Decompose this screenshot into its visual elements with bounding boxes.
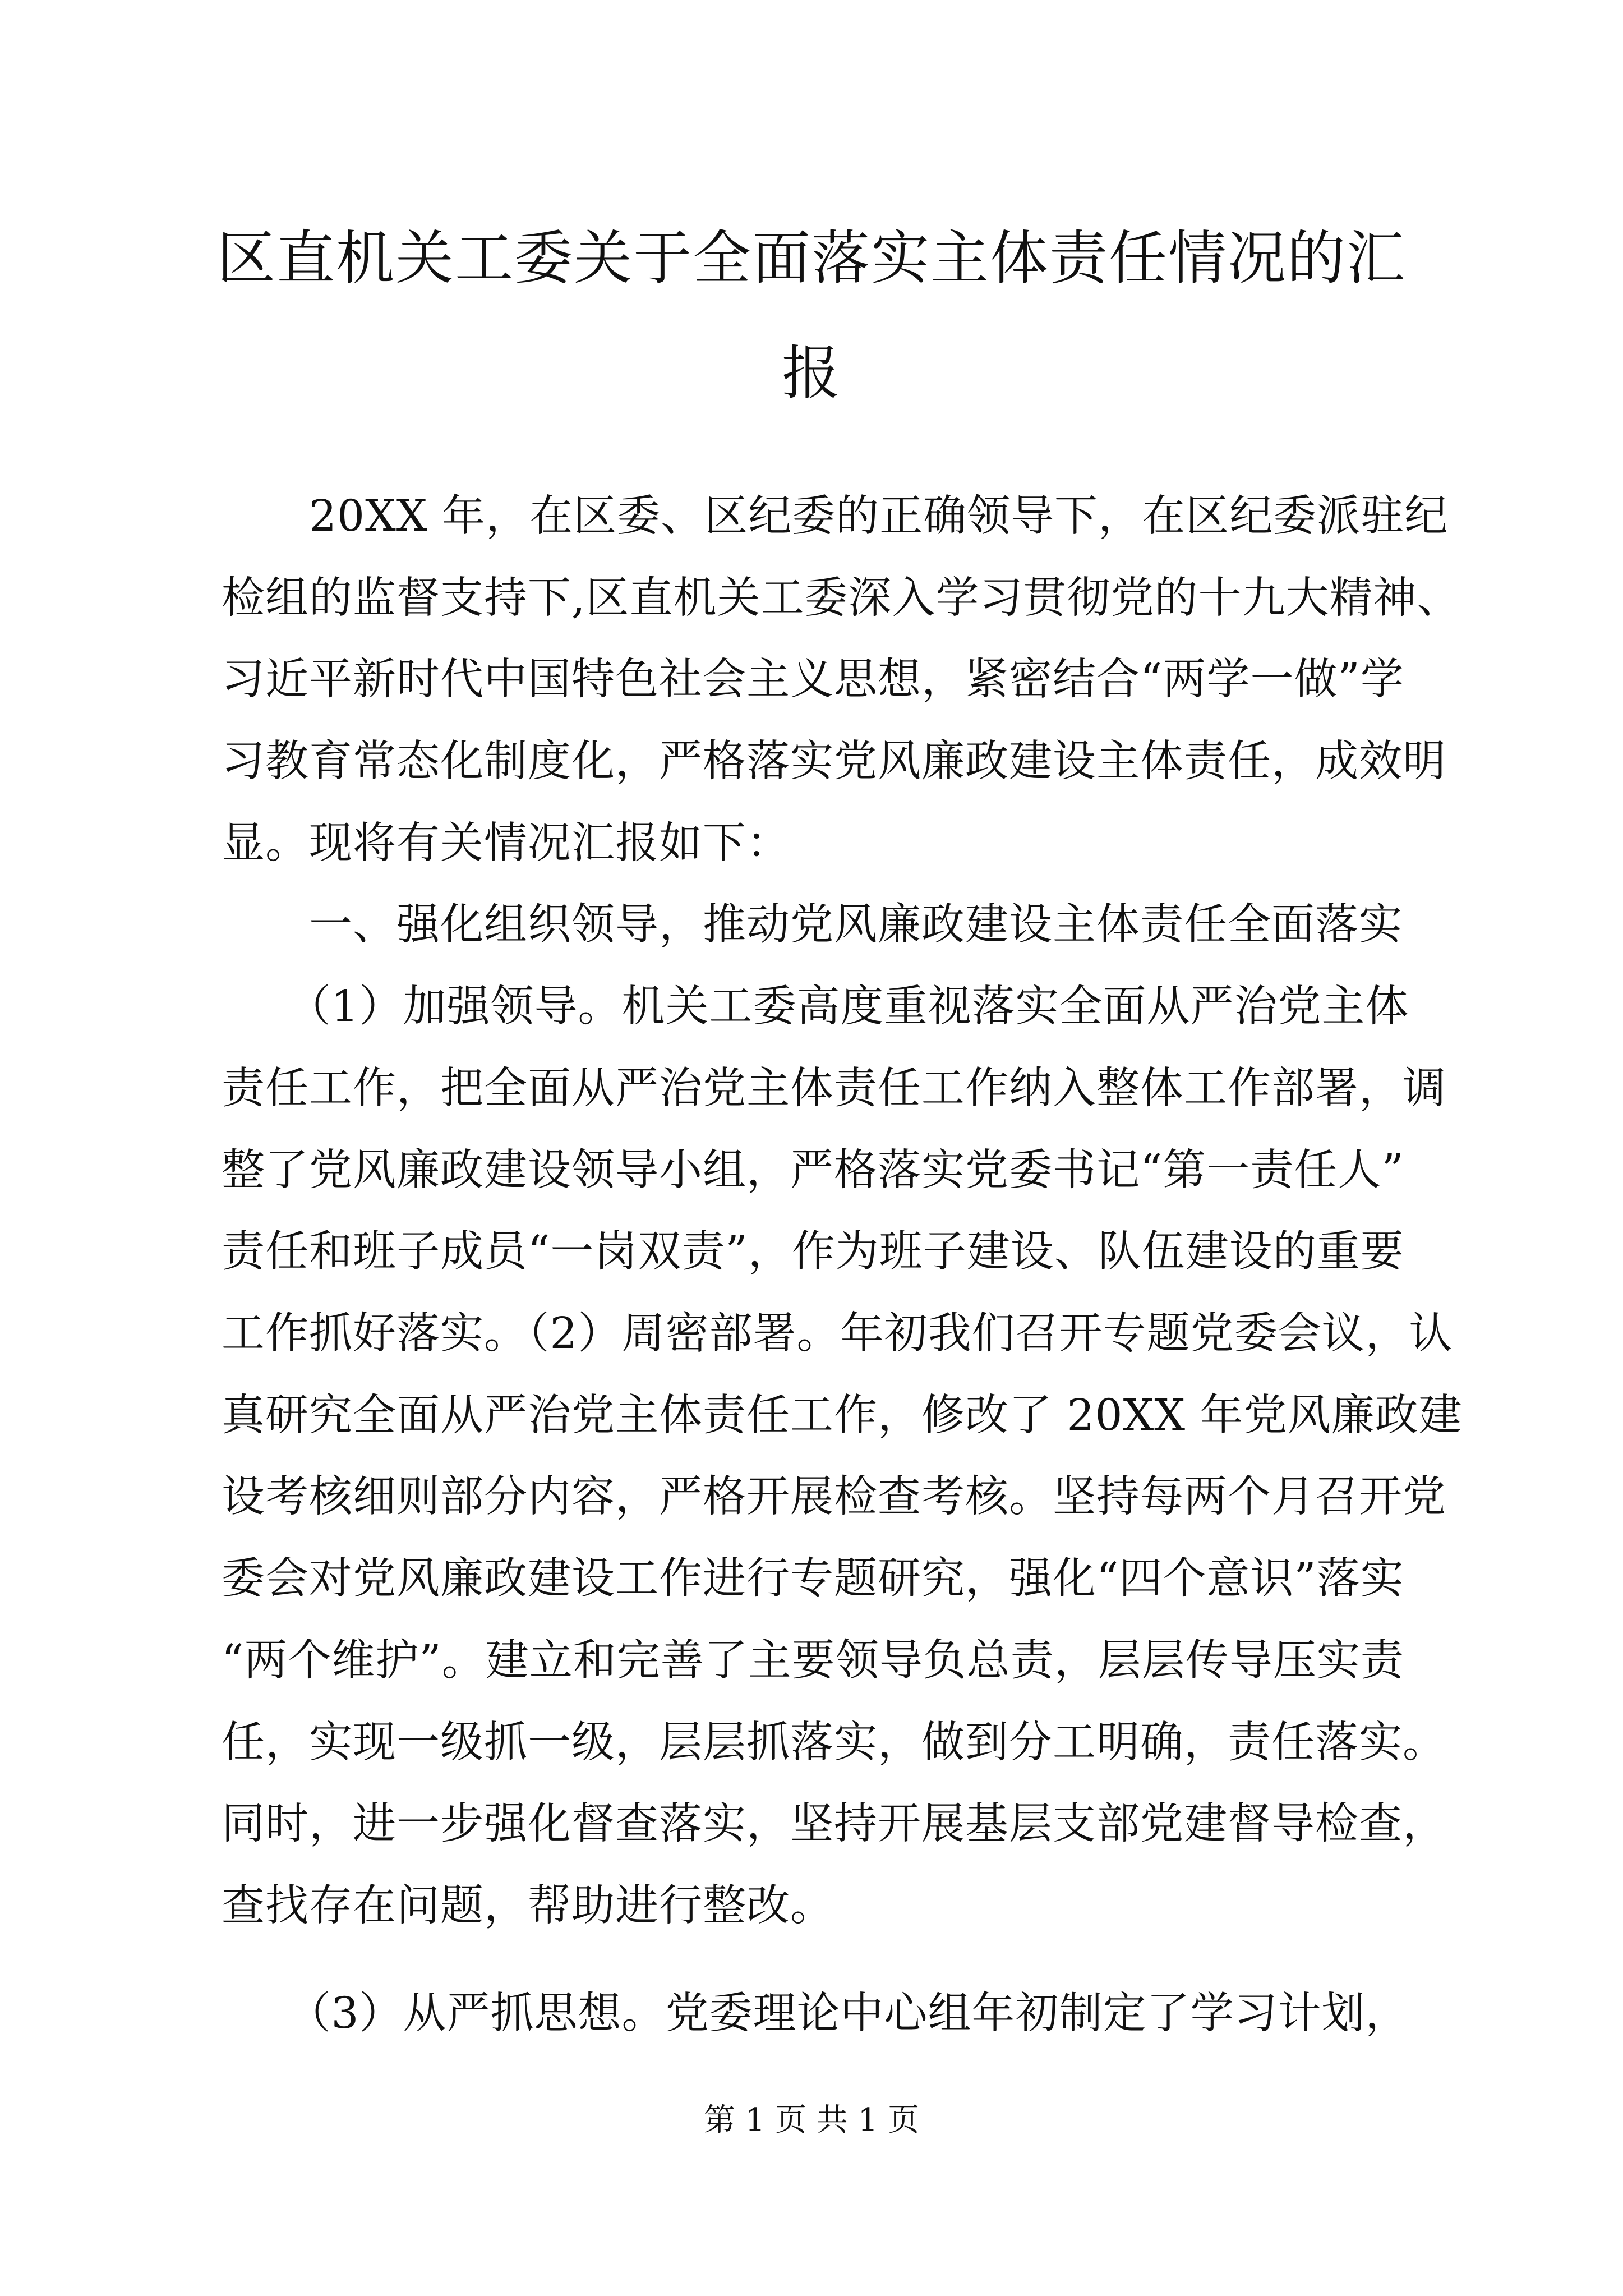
body-text-line: 委会对党风廉政建设工作进行专题研究，强化“四个意识”落实 <box>222 1554 1404 1604</box>
body-text-line: 查找存在问题，帮助进行整改。 <box>222 1880 834 1931</box>
body-text-line: 显。现将有关情况汇报如下： <box>222 818 790 868</box>
body-text-line: 责任工作，把全面从严治党主体责任工作纳入整体工作部署，调 <box>222 1063 1446 1114</box>
document-title-line-2: 报 <box>781 339 841 407</box>
body-text-line: （3）从严抓思想。党委理论中心组年初制定了学习计划， <box>222 1989 1409 2039</box>
body-text-line: 检组的监督支持下,区直机关工委深入学习贯彻党的十九大精神、 <box>222 573 1461 623</box>
body-text-line: 整了党风廉政建设领导小组，严格落实党委书记“第一责任人” <box>222 1145 1404 1195</box>
body-text-line: 责任和班子成员“一岗双责”，作为班子建设、队伍建设的重要 <box>222 1227 1404 1277</box>
body-text-line: 任，实现一级抓一级，层层抓落实，做到分工明确，责任落实。 <box>222 1717 1446 1768</box>
body-text-line: 同时，进一步强化督查落实，坚持开展基层支部党建督导检查， <box>222 1799 1446 1849</box>
body-text-line: 习近平新时代中国特色社会主义思想，紧密结合“两学一做”学 <box>222 655 1404 705</box>
section-heading: 一、强化组织领导，推动党风廉政建设主体责任全面落实 <box>222 900 1403 950</box>
body-text-line: 真研究全面从严治党主体责任工作，修改了 20XX 年党风廉政建 <box>222 1390 1463 1441</box>
body-text-line: “两个维护”。建立和完善了主要领导负总责，层层传导压实责 <box>222 1635 1404 1686</box>
document-title-line-1: 区直机关工委关于全面落实主体责任情况的汇 <box>216 224 1406 292</box>
body-text-line: 20XX 年，在区委、区纪委的正确领导下，在区纪委派驻纪 <box>222 491 1449 541</box>
body-text-line: 工作抓好落实。（2）周密部署。年初我们召开专题党委会议，认 <box>222 1308 1453 1359</box>
body-text-line: 习教育常态化制度化，严格落实党风廉政建设主体责任，成效明 <box>222 737 1446 787</box>
body-text-line: 设考核细则部分内容，严格开展检查考核。坚持每两个月召开党 <box>222 1472 1446 1522</box>
page-footer: 第 1 页 共 1 页 <box>703 2102 920 2138</box>
body-text-line: （1）加强领导。机关工委高度重视落实全面从严治党主体 <box>222 982 1409 1032</box>
